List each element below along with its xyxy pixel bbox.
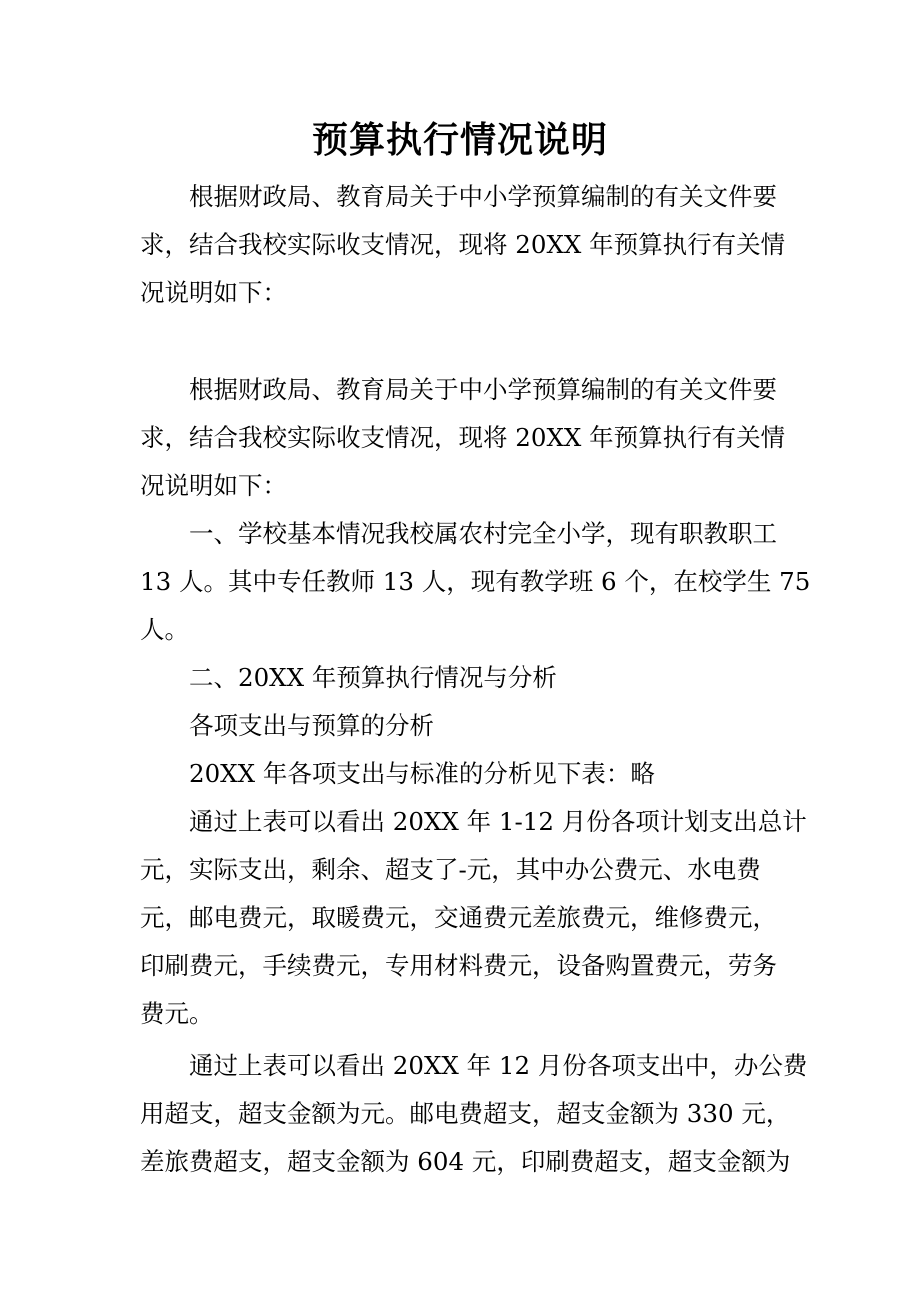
text-line: 根据财政局、教育局关于中小学预算编制的有关文件要 [189,182,777,211]
text-line: 差旅费超支，超支金额为 604 元，印刷费超支，超支金额为 [140,1147,791,1176]
text-line: 13 人。其中专任教师 13 人，现有教学班 6 个，在校学生 75 [140,567,811,596]
text-line: 求，结合我校实际收支情况，现将 20XX 年预算执行有关情 [140,423,786,452]
text-line: 一、学校基本情况我校属农村完全小学，现有职教职工 [189,519,777,548]
table-note: 20XX 年各项支出与标准的分析见下表：略 [189,759,655,788]
text-line: 通过上表可以看出 20XX 年 12 月份各项支出中，办公费 [189,1051,808,1080]
text-line: 人。 [140,615,189,644]
text-line: 元，邮电费元，取暖费元，交通费元差旅费元，维修费元， [140,903,777,932]
text-line: 用超支，超支金额为元。邮电费超支，超支金额为 330 元， [140,1099,791,1128]
text-line: 元，实际支出，剩余、超支了-元，其中办公费元、水电费 [140,855,761,884]
text-line: 求，结合我校实际收支情况，现将 20XX 年预算执行有关情 [140,230,786,259]
text-line: 费元。 [140,999,214,1028]
document-title: 预算执行情况说明 [311,119,608,161]
subsection-heading: 各项支出与预算的分析 [189,711,434,740]
text-line: 况说明如下： [140,278,287,307]
text-line: 根据财政局、教育局关于中小学预算编制的有关文件要 [189,375,777,404]
text-line: 况说明如下： [140,471,287,500]
text-line: 印刷费元，手续费元，专用材料费元，设备购置费元，劳务 [140,951,777,980]
section-heading: 二、20XX 年预算执行情况与分析 [189,663,557,692]
text-line: 通过上表可以看出 20XX 年 1-12 月份各项计划支出总计 [189,807,807,836]
